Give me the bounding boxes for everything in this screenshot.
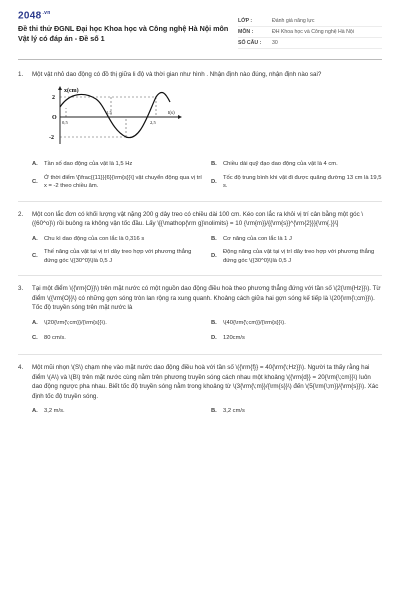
question-divider xyxy=(18,201,382,202)
meta-value: ĐH Khoa học và Công nghệ Hà Nội xyxy=(272,29,354,35)
option-c[interactable] xyxy=(32,248,203,265)
option-letter: A. xyxy=(32,408,38,415)
question-number: 3. xyxy=(18,285,24,293)
site-logo[interactable] xyxy=(18,10,238,21)
meta-value: Đánh giá năng lực xyxy=(272,18,315,24)
meta-class xyxy=(238,16,382,27)
option-text: 3,2 cm/s xyxy=(223,408,245,415)
option-a[interactable] xyxy=(32,405,203,417)
graph-ytick-origin: O xyxy=(52,114,57,121)
answer-options xyxy=(32,317,382,344)
graph-xtick-05: 0,5 xyxy=(62,119,68,125)
option-letter: B. xyxy=(211,408,217,415)
brand-tld: .vn xyxy=(42,10,51,16)
option-text: \(40{\rm{\;cm}}/{\rm{s}}\). xyxy=(223,319,286,326)
option-text: Chiều dài quỹ đạo dao động của vật là 4 cm. xyxy=(223,161,338,168)
option-text: Cơ năng của con lắc là 1 J xyxy=(223,235,292,242)
meta-count xyxy=(238,38,382,49)
header-left xyxy=(18,10,238,44)
question-text: Một vật nhỏ dao động có đồ thị giữa li độ và thời gian như hình . Nhận định nào đúng, nhận định nào sai? xyxy=(32,71,322,78)
option-letter: D. xyxy=(211,253,217,260)
answer-options xyxy=(32,159,382,191)
question-4 xyxy=(18,363,382,417)
question-number: 1. xyxy=(18,71,24,78)
option-text: \(20{\rm{\;cm}}/{\rm{s}}\). xyxy=(44,319,107,326)
option-letter: A. xyxy=(32,235,38,242)
option-text: 80 cm/s. xyxy=(44,334,66,341)
exam-meta xyxy=(238,16,382,49)
option-letter: A. xyxy=(32,161,38,168)
question-number: 4. xyxy=(18,363,24,371)
option-b[interactable] xyxy=(211,317,382,329)
question-text: Tại một điểm \({\rm{O}}\) trên mặt nước có một nguồn dao động điều hoà theo phương thẳng đứng với tần số \(2{\rm{Hz}}\). Từ điểm \({\rm{O}}\) có những gợn sóng tròn lan rộng ra xung quanh. Khoảng cách giữa hai gợn sóng kế tiếp là \(20{\rm{\;cm}}\). Tốc độ truyền sóng trên mặt nước là xyxy=(32,285,381,312)
option-d[interactable] xyxy=(211,332,382,344)
y-axis-arrow-icon xyxy=(58,86,62,90)
option-text: Tốc độ trung bình khi vật đi được quãng đường 13 cm là 19,5 s. xyxy=(223,174,382,190)
option-c[interactable] xyxy=(32,332,203,344)
option-letter: A. xyxy=(32,319,38,326)
question-number: 2. xyxy=(18,210,24,218)
answer-options xyxy=(32,405,382,417)
option-letter: B. xyxy=(211,319,217,326)
question-text: Một mũi nhọn \(S\) chạm nhẹ vào mặt nước dao động điều hoà với tần số \({\rm{f}} = 40{\rm{\;Hz}}\). Người ta thấy rằng hai điểm \(A\) và \(B\) trên mặt nước cùng nằm trên phương truyền sóng cách nhau một khoảng \({\rm{d}} = 20{\rm{\;cm}}\) luôn dao động ngược pha nhau. Biết tốc độ truyền sóng nằm trong khoảng từ \(3{\rm{\;m}}/{\rm{s}}\) đến \(5{\rm{\;m}}/{\rm{s}}\). Xác định tốc độ truyền sóng. xyxy=(32,363,379,400)
option-text: 3,2 m/s. xyxy=(44,408,65,415)
question-text: Một con lắc đơn có khối lượng vật nặng 200 g dây treo có chiều dài 100 cm. Kéo con lắc ra khỏi vị trí cân bằng một góc \({60^o}\) rồi buông ra không vận tốc đầu. Lấy \[{\mathop{\rm g}\nolimits} = 10 {\rm{m}}/{{\rm{s}}^{\rm{2}}}{\rm{.}}\] xyxy=(32,210,364,228)
option-b[interactable] xyxy=(211,405,382,417)
graph-svg xyxy=(40,84,190,150)
meta-label: MÔN : xyxy=(238,29,254,35)
question-1 xyxy=(18,70,382,191)
option-letter: C. xyxy=(32,253,38,260)
meta-label: LỚP : xyxy=(238,18,253,24)
option-text: Chu kì dao động của con lắc là 0,316 s xyxy=(44,235,145,242)
option-text: Động năng của vật tại vị trí dây treo hợp với phương thẳng đứng góc \({30^0}\)là 0,5 J xyxy=(223,248,375,264)
question-2 xyxy=(18,210,382,265)
option-d[interactable] xyxy=(211,174,382,191)
option-c[interactable] xyxy=(32,174,203,191)
option-d[interactable] xyxy=(211,248,382,265)
graph-ytick-bottom: -2 xyxy=(49,134,54,141)
meta-value: 30 xyxy=(272,40,278,46)
graph-curve xyxy=(60,92,170,137)
meta-label: SỐ CÂU : xyxy=(238,40,262,46)
option-b[interactable] xyxy=(211,233,382,245)
graph-ytick-top: 2 xyxy=(52,94,55,101)
meta-subject xyxy=(238,27,382,38)
graph-xtick-25: 2,5 xyxy=(150,119,156,125)
graph-ylabel: x(cm) xyxy=(64,87,79,94)
exam-title: Đề thi thử ĐGNL Đại học Khoa học và Công nghệ Hà Nội môn Vật lý có đáp án - Đề số 1 xyxy=(18,24,229,44)
option-a[interactable] xyxy=(32,233,203,245)
option-b[interactable] xyxy=(211,159,382,171)
option-letter: B. xyxy=(211,161,217,168)
option-text: Ở thời điểm \[\frac{{11}}{6}{\rm{s}}\] vật chuyển động qua vị trí x = -2 theo chiều âm. xyxy=(44,174,202,190)
option-text: Thế năng của vật tại vị trí dây treo hợp với phương thẳng đứng góc \({30^0}\)là 0,5 J xyxy=(44,248,192,264)
option-letter: C. xyxy=(32,334,38,341)
question-3 xyxy=(18,284,382,344)
header xyxy=(18,10,382,49)
graph-xlabel: t(s) xyxy=(168,110,175,116)
question-divider xyxy=(18,275,382,276)
option-text: Tần số dao động của vật là 1,5 Hz xyxy=(44,161,133,168)
option-letter: D. xyxy=(211,334,217,341)
x-axis-arrow-icon xyxy=(178,115,182,119)
question-divider xyxy=(18,354,382,355)
brand-name: 2048 xyxy=(18,10,42,22)
option-a[interactable] xyxy=(32,159,203,171)
option-a[interactable] xyxy=(32,317,203,329)
option-letter: C. xyxy=(32,178,38,185)
option-letter: D. xyxy=(211,178,217,185)
option-text: 120cm/s xyxy=(223,334,245,341)
displacement-time-graph xyxy=(40,84,382,155)
header-divider xyxy=(18,59,382,60)
graph-xtick-15: 1,5 xyxy=(106,109,112,115)
answer-options xyxy=(32,233,382,265)
option-letter: B. xyxy=(211,235,217,242)
